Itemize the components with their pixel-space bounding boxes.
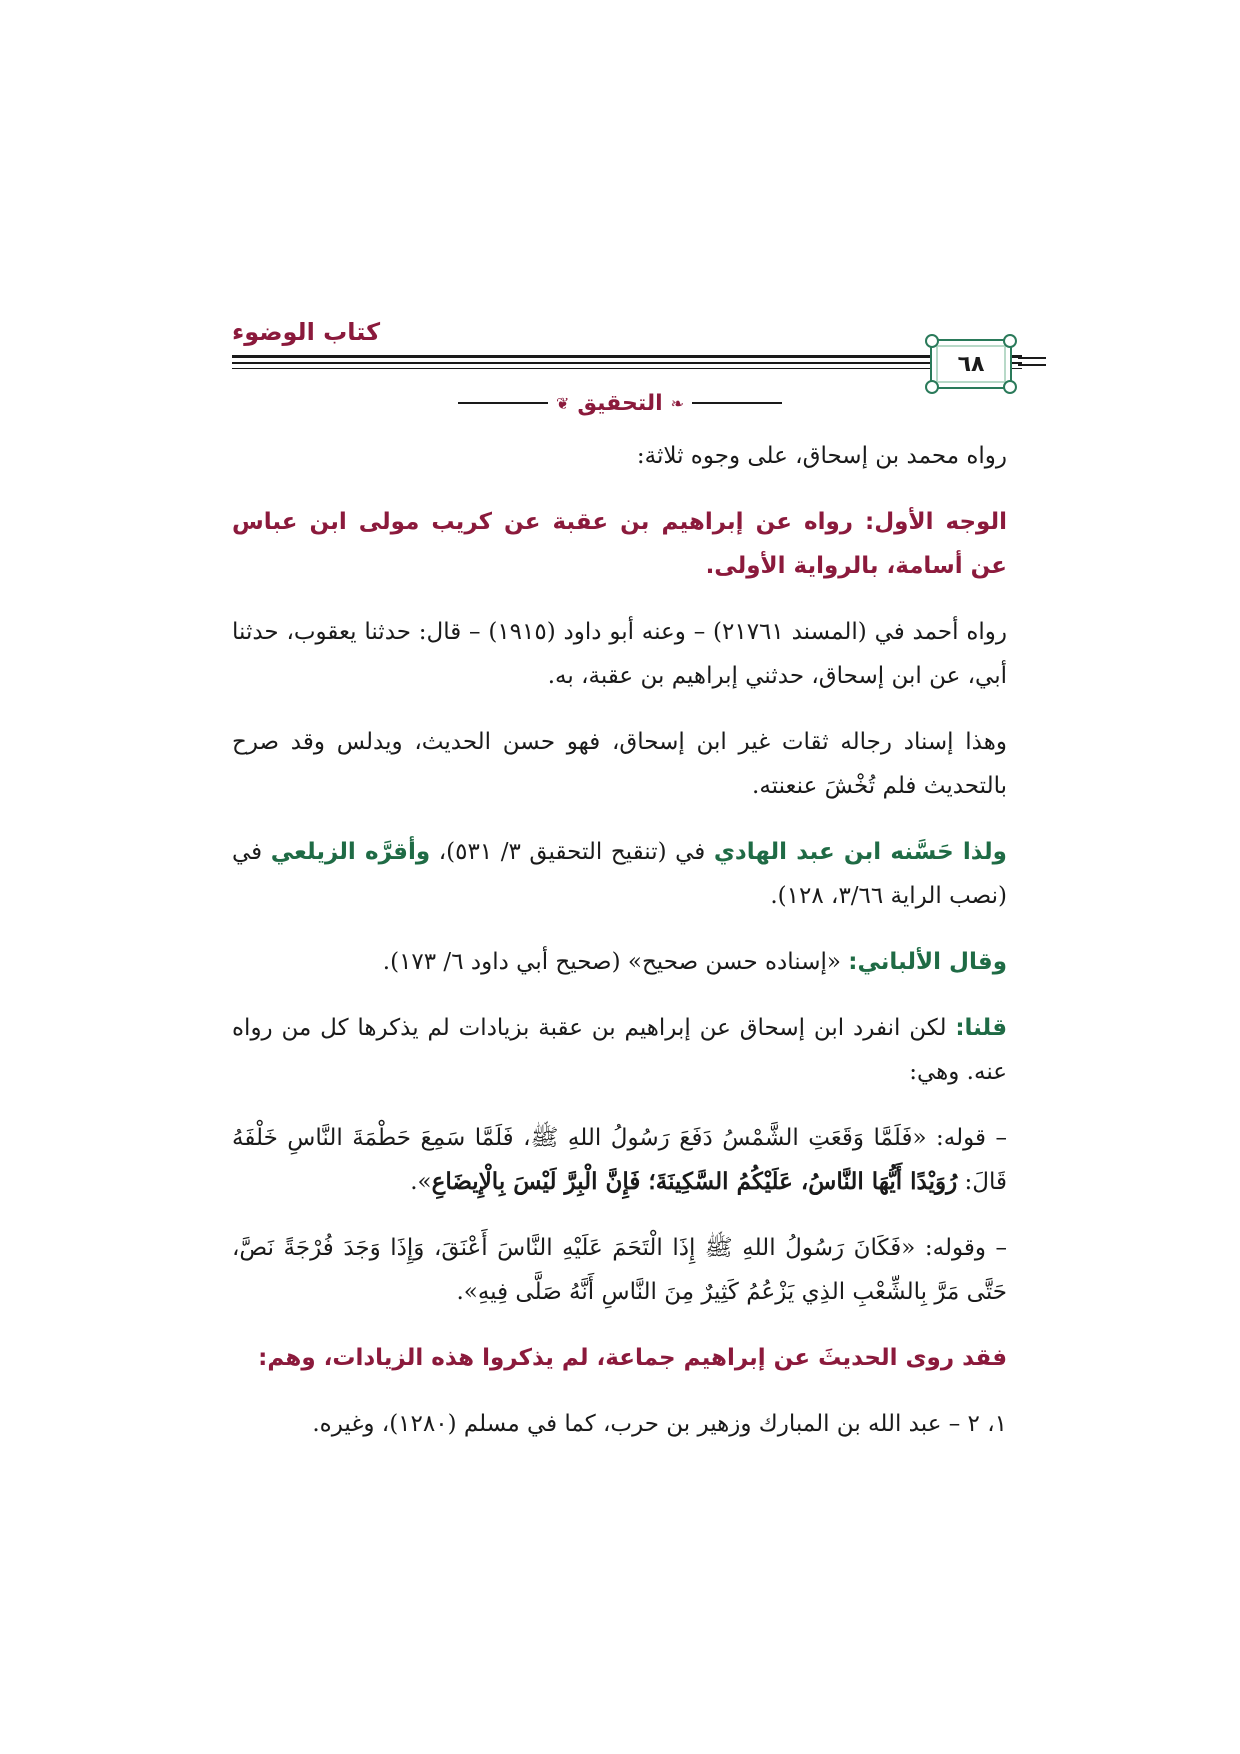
paragraph-addition-two: – وقوله: «فَكَانَ رَسُولُ اللهِ ﷺ إِذَا الْتَحَمَ عَلَيْهِ النَّاسَ أَعْنَقَ، وَإِذَا وَجَدَ فُرْجَةً نَصَّ، حَتَّى مَرَّ بِالشِّعْبِ الذِي يَزْعُمُ كَثِيرٌ مِنَ النَّاسِ أَنَّهُ صَلَّى فِيهِ». bbox=[232, 1235, 1007, 1305]
page-number-badge bbox=[930, 339, 1012, 389]
book-title: كتاب الوضوء bbox=[232, 318, 381, 346]
paragraph-narrators-list: ١، ٢ – عبد الله بن المبارك وزهير بن حرب، كما في مسلم (١٢٨٠)، وغيره. bbox=[312, 1411, 1007, 1437]
label-we-said: قلنا: bbox=[955, 1015, 1007, 1041]
citation-text: في (تنقيح التحقيق ٣/ ٥٣١)، bbox=[430, 839, 714, 865]
badge-side-rule bbox=[1018, 357, 1046, 359]
heading-line-right bbox=[692, 402, 782, 404]
hadith-text: – قوله: «فَلَمَّا وَقَعَتِ الشَّمْسُ دَفَعَ رَسُولُ اللهِ ﷺ، فَلَمَّا سَمِعَ حَطْمَةَ النَّاسِ خَلْفَهُ قَالَ: bbox=[232, 1125, 1007, 1195]
paragraph-we-said bbox=[232, 1006, 1007, 1094]
paragraph-intro: رواه محمد بن إسحاق، على وجوه ثلاثة: bbox=[636, 443, 1007, 469]
scholar-name: وقال الألباني: bbox=[848, 949, 1007, 975]
paragraph-text: لكن انفرد ابن إسحاق عن إبراهيم بن عقبة بزيادات لم يذكرها كل من رواه عنه. وهي: bbox=[232, 1015, 1007, 1085]
paragraph-first-aspect: الوجه الأول: رواه عن إبراهيم بن عقبة عن كريب مولى ابن عباس عن أسامة، بالرواية الأولى. bbox=[232, 509, 1007, 579]
scholar-name: وأقرَّه الزيلعي bbox=[270, 839, 431, 865]
paragraph-ibn-abd-alhadi bbox=[232, 830, 1007, 918]
header-rule-middle bbox=[232, 362, 1022, 364]
header-rule-bottom bbox=[232, 368, 1022, 369]
page-number: ٦٨ bbox=[957, 351, 985, 377]
heading-line-left bbox=[458, 402, 548, 404]
header-rule-top bbox=[232, 355, 1022, 358]
ornament-icon bbox=[925, 334, 939, 348]
hadith-text-end: ». bbox=[410, 1169, 432, 1195]
ornament-icon bbox=[1003, 334, 1017, 348]
badge-side-rule bbox=[1018, 364, 1046, 366]
section-heading bbox=[430, 386, 810, 420]
paragraph-isnad-evaluation: وهذا إسناد رجاله ثقات غير ابن إسحاق، فهو حسن الحديث، ويدلس وقد صرح بالتحديث فلم تُخْشَ عنعنته. bbox=[232, 729, 1007, 799]
citation-text: في (نصب الراية ٣/٦٦، ١٢٨). bbox=[232, 839, 1007, 909]
paragraph-narrators-heading: فقد روى الحديثَ عن إبراهيم جماعة، لم يذكروا هذه الزيادات، وهم: bbox=[258, 1345, 1007, 1371]
body-text bbox=[232, 434, 1007, 1468]
hadith-bold-text: رُوَيْدًا أَيُّهَا النَّاسُ، عَلَيْكُمُ السَّكِينَةَ؛ فَإِنَّ الْبِرَّ لَيْسَ بِالْإِيضَاعِ bbox=[431, 1168, 958, 1195]
scholar-name: ولذا حَسَّنه ابن عبد الهادي bbox=[713, 839, 1007, 865]
paragraph-ahmad-narration: رواه أحمد في (المسند ٢١٧٦١) – وعنه أبو داود (١٩١٥) – قال: حدثنا يعقوب، حدثنا أبي، عن ابن إسحاق، حدثني إبراهيم بن عقبة، به. bbox=[232, 619, 1007, 689]
citation-text: «إسناده حسن صحيح» (صحيح أبي داود ٦/ ١٧٣). bbox=[382, 949, 849, 975]
section-title: التحقيق bbox=[577, 390, 663, 416]
flourish-icon: ❧ bbox=[670, 393, 685, 413]
flourish-icon: ❦ bbox=[555, 393, 570, 413]
paragraph-addition-one bbox=[232, 1116, 1007, 1204]
paragraph-albani bbox=[232, 940, 1007, 984]
ornament-icon bbox=[1003, 380, 1017, 394]
ornament-icon bbox=[925, 380, 939, 394]
